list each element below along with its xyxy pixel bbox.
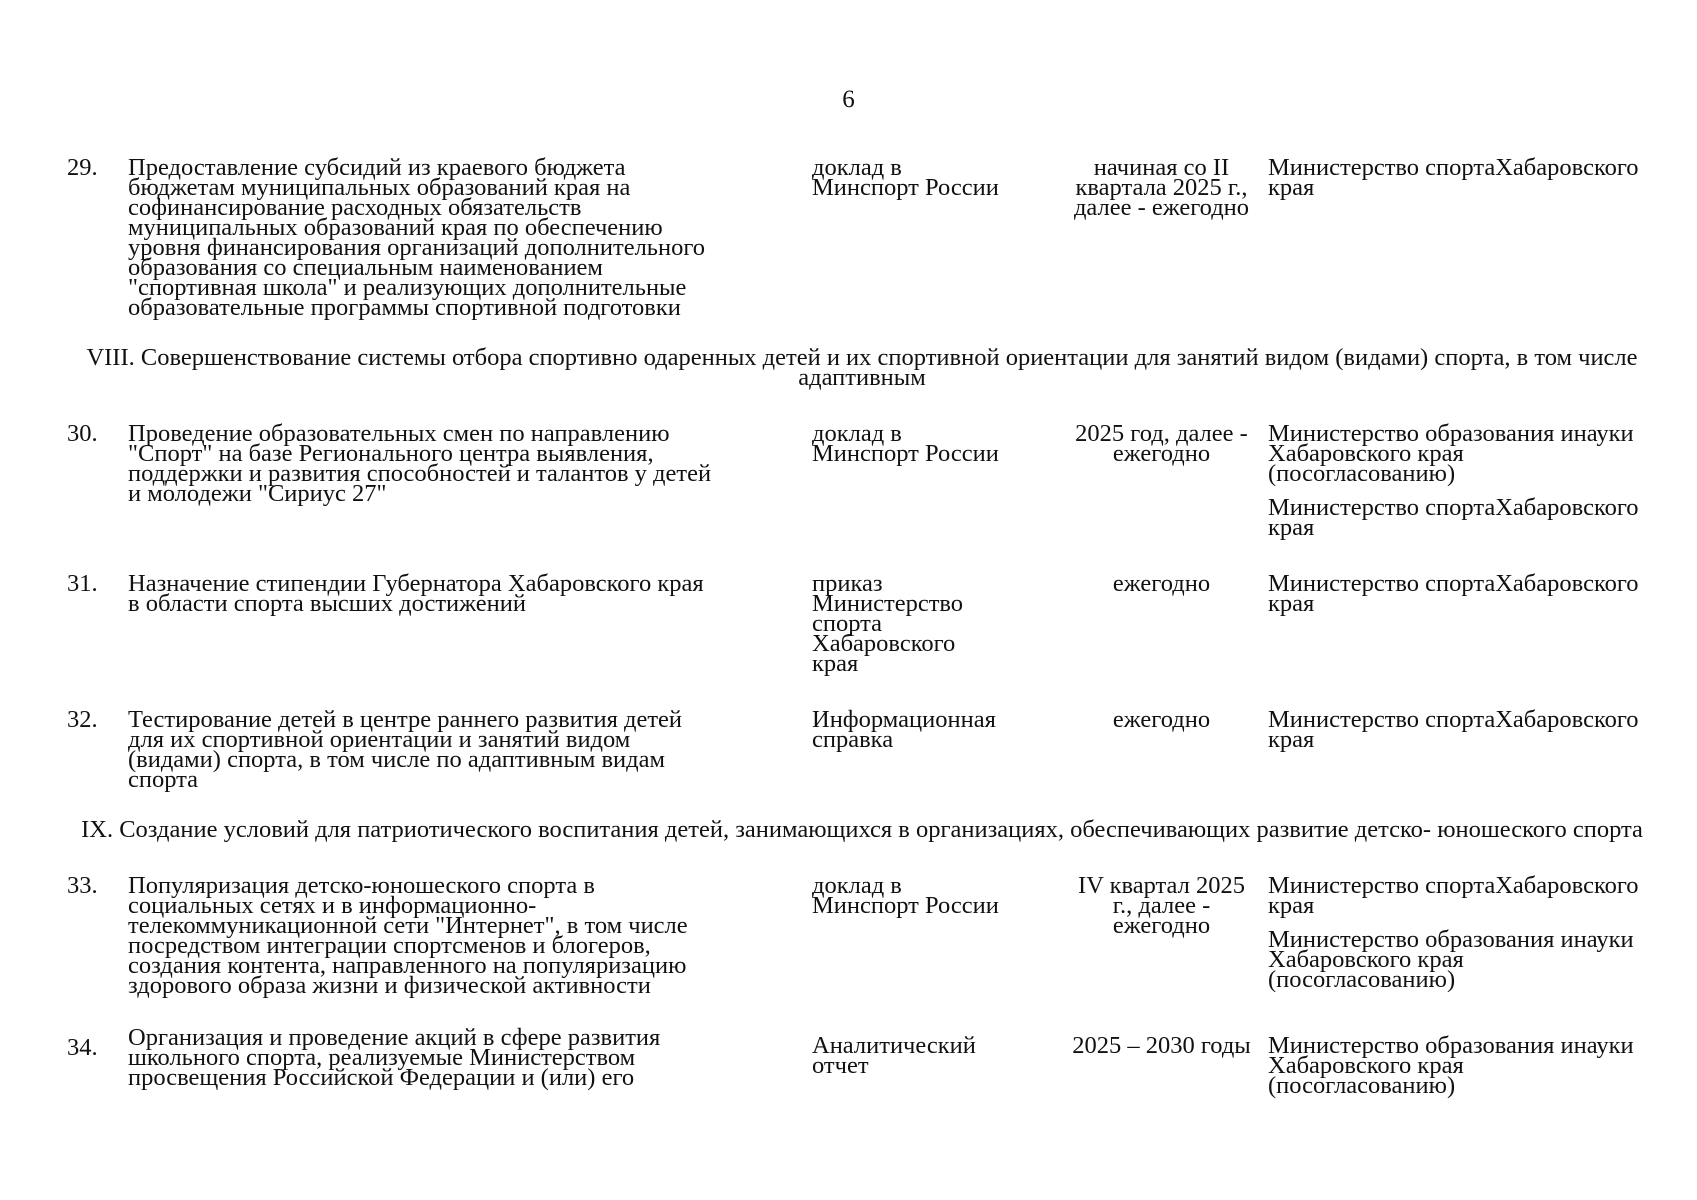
row-description	[124, 570, 812, 617]
row-document-type	[812, 1028, 1055, 1079]
responsible-line: Хабаровского края	[1268, 706, 1639, 753]
responsible-line: Министерство спорта	[1268, 872, 1496, 899]
document-type-line: доклад в	[812, 872, 902, 899]
term-line: г., далее -	[1112, 892, 1211, 919]
row-description	[124, 154, 812, 321]
term-line: 2025 – 2030 годы	[1072, 1032, 1251, 1059]
responsible-line: Министерство спорта	[1268, 570, 1496, 597]
description-line: в области спорта высших достижений	[128, 590, 526, 617]
responsible-organization	[1268, 1032, 1648, 1099]
responsible-line: Министерство спорта	[1268, 494, 1496, 521]
row-number	[67, 872, 124, 899]
description-line: создания контента, направленного на популяризацию	[128, 952, 687, 979]
document-type-line: доклад в	[812, 420, 902, 447]
section-heading-line: IX. Создание условий для патриотического воспитания детей, занимающихся в организациях, обеспечивающих развитие детско-	[81, 816, 1432, 843]
row-responsible	[1268, 1028, 1648, 1099]
row-number	[67, 420, 124, 447]
description-line: Тестирование детей в центре раннего развития детей	[128, 706, 683, 733]
description-line: Организация и проведение акций в сфере развития	[128, 1024, 661, 1051]
responsible-line: Министерство спорта	[1268, 154, 1496, 181]
row-term	[1055, 706, 1268, 733]
document-type-line: Министерство	[812, 590, 964, 617]
term-line: начиная со II	[1093, 154, 1230, 181]
document-type-line: Минспорт России	[812, 174, 999, 201]
description-line: образовательные программы спортивной подготовки	[128, 294, 681, 321]
row-document-type	[812, 706, 1055, 753]
responsible-organization	[1268, 420, 1648, 487]
term-line: ежегодно	[1112, 570, 1211, 597]
responsible-organization	[1268, 926, 1648, 993]
row-number-text: 32.	[67, 706, 98, 733]
responsible-line: Хабаровского края	[1268, 872, 1639, 919]
row-document-type	[812, 420, 1055, 467]
row-number	[67, 154, 124, 181]
document-type-line: отчет	[812, 1052, 869, 1079]
document-type-line: спорта	[812, 610, 883, 637]
responsible-line: согласованию)	[1302, 966, 1456, 993]
description-line: уровня финансирования организаций дополнительного	[128, 234, 706, 261]
responsible-line: Хабаровского края	[1268, 154, 1639, 201]
row-document-type	[812, 570, 1055, 677]
document-type-line: Хабаровского	[812, 630, 956, 657]
row-number-text: 29.	[67, 154, 98, 181]
row-description	[124, 706, 812, 793]
description-line: бюджетам муниципальных образований края на	[128, 174, 631, 201]
row-number-text: 33.	[67, 872, 98, 899]
description-line: Популяризация детско-юношеского спорта в	[128, 872, 595, 899]
section-heading-viii	[67, 344, 1657, 391]
row-responsible	[1268, 706, 1648, 753]
document-type-line: края	[812, 650, 859, 677]
responsible-line: науки Хабаровского края (по	[1268, 420, 1634, 487]
row-number	[67, 1028, 124, 1061]
responsible-line: Министерство спорта	[1268, 706, 1496, 733]
row-number-text: 34.	[67, 1034, 98, 1061]
term-line: IV квартал 2025	[1078, 872, 1245, 899]
row-number	[67, 706, 124, 733]
document-type-line: Минспорт России	[812, 892, 999, 919]
rows-group-a	[67, 154, 1657, 321]
responsible-line: науки Хабаровского края (по	[1268, 1032, 1634, 1099]
table-row	[67, 154, 1657, 321]
section-heading-ix	[67, 816, 1657, 843]
plan-table	[67, 154, 1657, 1099]
description-line: поддержки и развития способностей и талантов у детей	[128, 460, 712, 487]
responsible-line: согласованию)	[1302, 460, 1456, 487]
table-row	[67, 1024, 1657, 1099]
responsible-organization	[1268, 494, 1648, 541]
responsible-line: Министерство образования и	[1268, 1032, 1574, 1059]
term-line: 2025 год, далее -	[1075, 420, 1248, 447]
responsible-line: Министерство образования и	[1268, 926, 1574, 953]
description-line: посредством интеграции спортсменов и блогеров,	[128, 932, 651, 959]
description-line: Предоставление субсидий из краевого бюджета	[128, 154, 626, 181]
description-line: спорта	[128, 766, 199, 793]
row-responsible	[1268, 420, 1648, 541]
description-line: просвещения Российской Федерации и (или) его	[128, 1064, 635, 1091]
term-line: ежегодно	[1112, 440, 1211, 467]
responsible-organization	[1268, 872, 1648, 919]
description-line: здорового образа жизни и физической активности	[128, 972, 651, 999]
document-type-line: Аналитический	[812, 1032, 976, 1059]
section-heading-line: спорта, в том числе адаптивным	[798, 344, 1638, 391]
description-line: муниципальных образований края по обеспечению	[128, 214, 663, 241]
document-type-line: Минспорт России	[812, 440, 999, 467]
description-line: образования со специальным наименованием	[128, 254, 603, 281]
responsible-line: науки Хабаровского края (по	[1268, 926, 1634, 993]
document-type-line: приказ	[812, 570, 883, 597]
document-type-line: доклад в	[812, 154, 902, 181]
section-heading-line: юношеского спорта	[1437, 816, 1643, 843]
term-line: далее - ежегодно	[1073, 194, 1250, 221]
row-responsible	[1268, 872, 1648, 993]
description-line: "Спорт" на базе Регионального центра выявления,	[128, 440, 654, 467]
responsible-line: согласованию)	[1302, 1072, 1456, 1099]
row-document-type	[812, 154, 1055, 201]
description-line: для их спортивной ориентации и занятий видом	[128, 726, 631, 753]
row-term	[1055, 420, 1268, 467]
description-line: Назначение стипендии Губернатора Хабаровского края	[128, 570, 704, 597]
row-description	[124, 420, 812, 507]
responsible-organization	[1268, 154, 1648, 201]
page-number: 6	[842, 86, 855, 113]
row-document-type	[812, 872, 1055, 919]
table-row	[67, 706, 1657, 793]
row-number-text: 31.	[67, 570, 98, 597]
responsible-line: Министерство образования и	[1268, 420, 1574, 447]
row-responsible	[1268, 154, 1648, 201]
responsible-line: Хабаровского края	[1268, 494, 1639, 541]
rows-group-c	[67, 872, 1657, 1099]
description-line: софинансирование расходных обязательств	[128, 194, 582, 221]
description-line: (видами) спорта, в том числе по адаптивным видам	[128, 746, 665, 773]
section-heading-line: VIII. Совершенствование системы отбора спортивно одаренных детей и их спортивной ориентации для занятий видом (видами)	[86, 344, 1429, 371]
row-term	[1055, 872, 1268, 939]
responsible-organization	[1268, 706, 1648, 753]
description-line: Проведение образовательных смен по направлению	[128, 420, 670, 447]
row-term	[1055, 570, 1268, 597]
term-line: квартала 2025 г.,	[1075, 174, 1248, 201]
description-line: и молодежи "Сириус 27"	[128, 480, 387, 507]
document-type-line: справка	[812, 726, 894, 753]
responsible-organization	[1268, 570, 1648, 617]
table-row	[67, 872, 1657, 999]
description-line: социальных сетях и в информационно-	[128, 892, 537, 919]
row-term	[1055, 1028, 1268, 1059]
description-line: "спортивная школа" и реализующих дополнительные	[128, 274, 687, 301]
row-responsible	[1268, 570, 1648, 617]
row-description	[124, 1024, 812, 1091]
row-number-text: 30.	[67, 420, 98, 447]
table-row	[67, 570, 1657, 677]
description-line: телекоммуникационной сети "Интернет", в том числе	[128, 912, 688, 939]
responsible-line: Хабаровского края	[1268, 570, 1639, 617]
term-line: ежегодно	[1112, 706, 1211, 733]
description-line: школьного спорта, реализуемые Министерством	[128, 1044, 636, 1071]
document-type-line: Информационная	[812, 706, 996, 733]
table-row	[67, 420, 1657, 541]
row-number	[67, 570, 124, 597]
rows-group-b	[67, 420, 1657, 793]
row-term	[1055, 154, 1268, 221]
term-line: ежегодно	[1112, 912, 1211, 939]
row-description	[124, 872, 812, 999]
